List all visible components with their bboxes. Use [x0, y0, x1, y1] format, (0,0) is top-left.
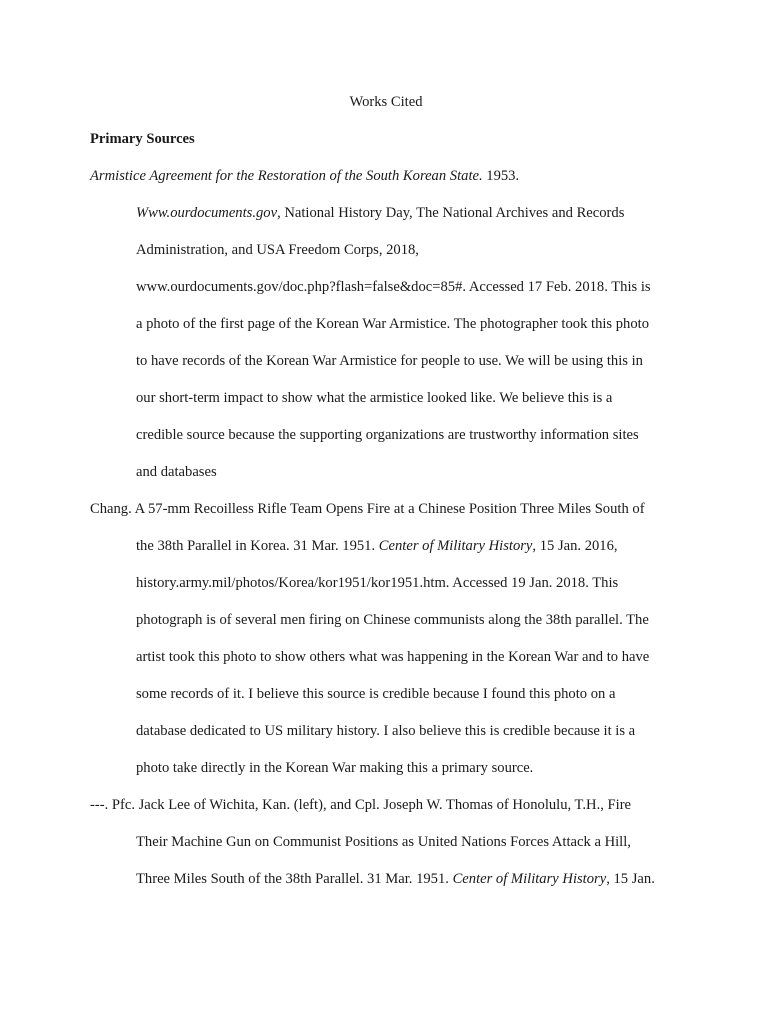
citation-text: history.army.mil/photos/Korea/kor1951/kor1951.htm. Accessed 19 Jan. 2018. This	[136, 575, 619, 591]
italic-title-text: Center of Military History	[452, 871, 607, 887]
citation-text: , 15 Jan. 2016,	[532, 538, 618, 554]
italic-title-text: Armistice Agreement for the Restoration of the South Korean State.	[90, 168, 483, 184]
citation-text: and databases	[136, 464, 217, 480]
citation-text: Three Miles South of the 38th Parallel. 31 Mar. 1951.	[136, 871, 453, 887]
citation-line	[136, 721, 635, 741]
citation-first-line	[90, 499, 645, 519]
citation-text: credible source because the supporting organizations are trustworthy information sites	[136, 427, 639, 443]
citation-text: our short-term impact to show what the armistice looked like. We believe this is a	[136, 390, 613, 406]
citation-text: Their Machine Gun on Communist Positions as United Nations Forces Attack a Hill,	[136, 834, 631, 850]
section-heading: Primary Sources	[90, 131, 195, 147]
citation-line	[136, 573, 618, 593]
italic-title-text: Www.ourdocuments.gov	[136, 205, 278, 221]
citation-text: a photo of the first page of the Korean War Armistice. The photographer took this photo	[136, 316, 649, 332]
citation-text: photograph is of several men firing on Chinese communists along the 38th parallel. The	[136, 612, 649, 628]
citation-text: some records of it. I believe this source is credible because I found this photo on a	[136, 686, 616, 702]
citation-line	[136, 203, 624, 223]
citation-text: www.ourdocuments.gov/doc.php?flash=false&doc=85#. Accessed 17 Feb. 2018. This is	[136, 279, 651, 295]
citation-line	[136, 536, 618, 556]
citation-line	[136, 869, 655, 889]
citation-text: artist took this photo to show others what was happening in the Korean War and to have	[136, 649, 650, 665]
citation-text: ---. Pfc. Jack Lee of Wichita, Kan. (left), and Cpl. Joseph W. Thomas of Honolulu, T.H., Fire	[90, 797, 632, 813]
citation-text: , National History Day, The National Archives and Records	[277, 205, 625, 221]
citation-line	[136, 647, 649, 667]
citation-text: photo take directly in the Korean War making this a primary source.	[136, 760, 534, 776]
citation-line	[136, 684, 615, 704]
citation-line	[136, 314, 649, 334]
citation-text: to have records of the Korean War Armistice for people to use. We will be using this in	[136, 353, 643, 369]
citation-first-line	[90, 166, 519, 186]
citation-line	[136, 351, 643, 371]
italic-title-text: Center of Military History	[378, 538, 533, 554]
citation-text: 1953.	[482, 168, 520, 184]
citation-text: Chang. A 57-mm Recoilless Rifle Team Opens Fire at a Chinese Position Three Miles South of	[90, 501, 645, 517]
citation-line	[136, 425, 639, 445]
citation-line	[136, 277, 651, 297]
citation-line	[136, 462, 217, 482]
citation-text: , 15 Jan.	[606, 871, 655, 887]
citation-first-line	[90, 795, 631, 815]
citation-line	[136, 832, 631, 852]
citation-line	[136, 240, 419, 260]
citation-line	[136, 388, 612, 408]
page-title: Works Cited	[349, 94, 423, 110]
citation-line	[136, 758, 533, 778]
citation-text: database dedicated to US military history. I also believe this is credible because it is a	[136, 723, 636, 739]
citation-text: Administration, and USA Freedom Corps, 2018,	[136, 242, 419, 258]
citation-text: the 38th Parallel in Korea. 31 Mar. 1951.	[136, 538, 379, 554]
citation-line	[136, 610, 649, 630]
